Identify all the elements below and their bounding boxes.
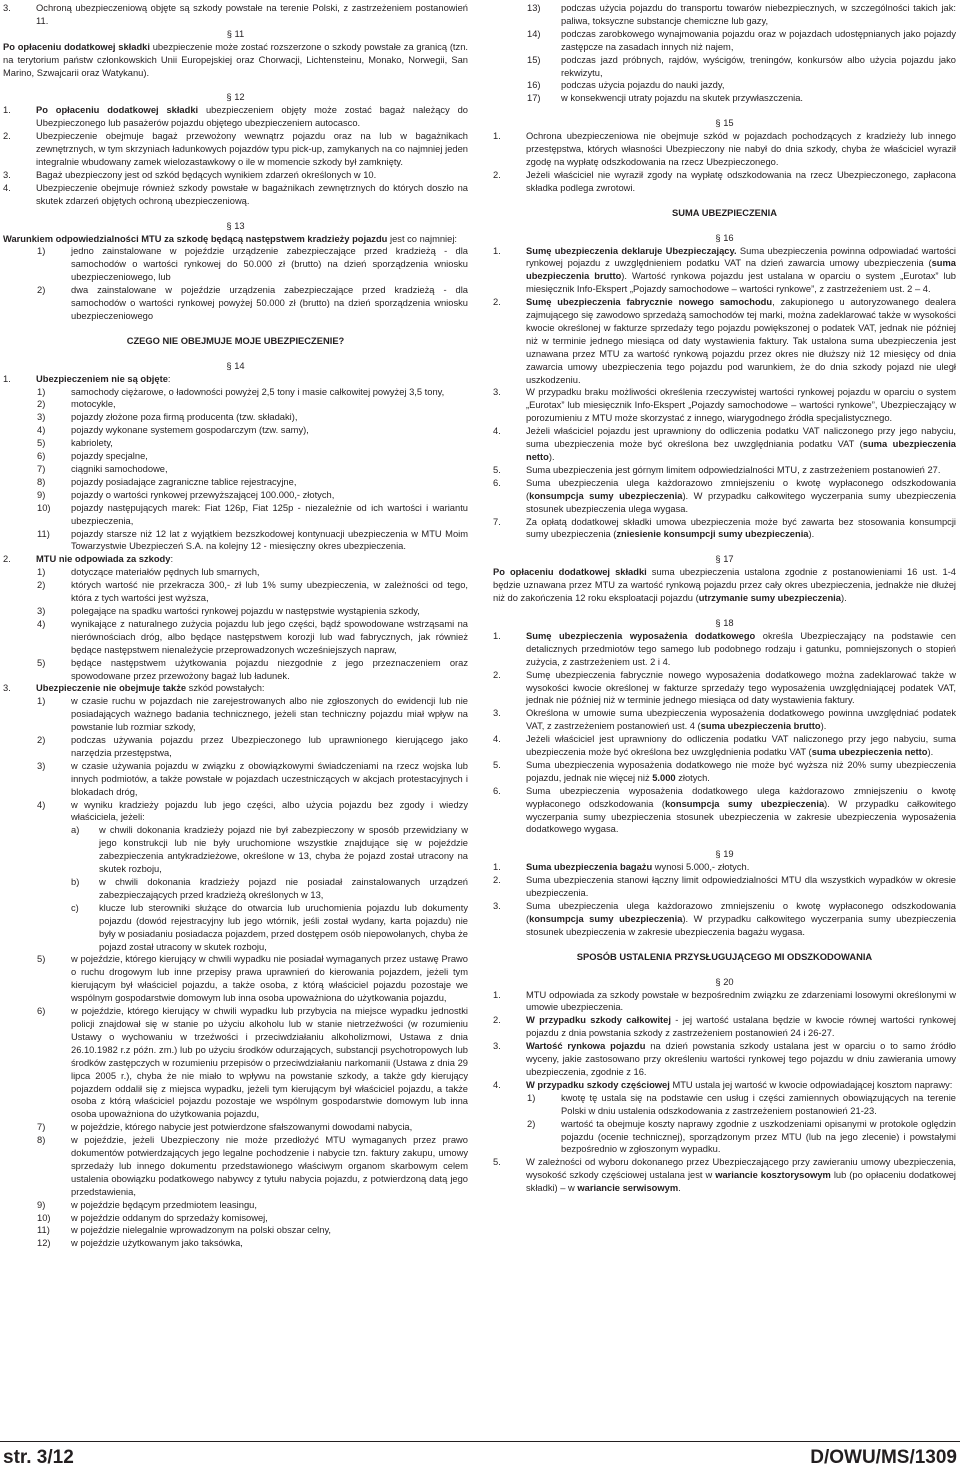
list-marker: 2): [37, 285, 46, 296]
list-text: jedno zainstalowane w pojeździe urządzenie zabezpieczające przed kradzieżą - dla samochodów o wartości rynkowej do 50.000 zł (brutto) na dzień sporządzenia wniosku ubezpieczeniowego, lub: [71, 246, 468, 283]
list-item: [3, 437, 468, 450]
paragraph: Warunkiem odpowiedzialności MTU za szkodę będącą następstwem kradzieży pojazdu jest co najmniej:: [3, 233, 457, 244]
list-marker: 2): [37, 580, 46, 591]
list-item: [3, 605, 468, 618]
left-column: [3, 2, 468, 1250]
list-text: w pojeździe, którego kierujący w chwili wypadku nie posiadał wymaganych przez ustawę Prawo o ruchu drogowym lub inne przepisy prawa uprawnień do kierowania pojazdem, jeżeli tym kierującym był właściciel pojazdu, a także osoba, z którą właściciel pojazdu pozostaje we wspólnym gospodarstwie domowym lub inna osoba upoważniona do użytkowania pojazdu,: [71, 954, 468, 1004]
list-item: [3, 182, 468, 208]
list-item: [3, 284, 468, 323]
list-text: Jeżeli właściciel pojazdu jest uprawniony do odliczenia podatku VAT naliczonego przy jego nabyciu, suma ubezpieczenia może być określona bez uwzględniania podatku VAT (suma ubezpieczenia netto).: [526, 426, 956, 462]
list-item: [3, 373, 468, 386]
list-text: Za opłatą dodatkowej składki umowa ubezpieczenia może być zawarta bez stosowania konsumpcji sumy ubezpieczenia (zniesienie konsumpcji sumy ubezpieczenia).: [526, 516, 956, 540]
list-marker: 4.: [3, 182, 11, 193]
list-item: [3, 2, 468, 28]
list-item: [493, 785, 956, 837]
list-text: dwa zainstalowane w pojeździe urządzenia zabezpieczające przed kradzieżą - dla samochodów o wartości rynkowej powyżej 50.000 zł (brutto) na dzień sporządzenia wniosku ubezpieczeniowego: [71, 285, 468, 321]
list-item: [493, 79, 956, 92]
section-number: § 15: [715, 118, 734, 129]
list-item: [3, 695, 468, 734]
list-text: w pojeździe, jeżeli Ubezpieczony nie może przedłożyć MTU wymaganych przez prawo dokumentów potwierdzających jego legalne pochodzenie i nabycie tzn. faktury zakupu, umowy sprzedaży lub innego dokumentu przedstawionego właściwym organom skarbowym celem ustalenia obowiązku podatkowego nabywcy z tytułu nabycia pojazdu, z potwierdzoną datą jego przedstawienia,: [71, 1135, 468, 1197]
paragraph: Po opłaceniu dodatkowej składki ubezpieczenie może zostać rozszerzone o szkody powstałe za granicą (tzn. na terytorium państw członkowskich Unii Europejskiej oraz Chorwacji, Lichtensteinu, Monako, Norwegii, San Marino, Szwajcarii oraz Watykanu).: [3, 41, 468, 78]
paragraph: Po opłaceniu dodatkowej składki suma ubezpieczenia ustalona zgodnie z postanowieniami 16 ust. 1-4 będzie uznawana przez MTU za wartość rynkową pojazdu przez cały okres ubezpieczenia, jednakże nie dłużej niż do zakończenia 12 roku eksploatacji pojazdu (utrzymanie sumy ubezpieczenia).: [493, 567, 956, 604]
list-text: pojazdy specjalne,: [71, 451, 148, 462]
section-number: § 17: [715, 554, 734, 565]
list-marker: 17): [527, 93, 541, 104]
page-number: str. 3/12: [3, 1447, 74, 1468]
list-marker: 3.: [493, 708, 501, 719]
list-item: [3, 450, 468, 463]
spacer: [3, 208, 468, 220]
list-text: w wyniku kradzieży pojazdu lub jego części, albo użycia pojazdu bez zgody i wiedzy właściciela, jeżeli:: [71, 799, 468, 823]
list-marker: 8): [37, 476, 46, 487]
list-item: [3, 386, 468, 399]
list-marker: 3.: [493, 901, 501, 911]
list-item: [493, 28, 956, 54]
list-marker: 13): [527, 3, 541, 13]
list-item: [493, 1118, 956, 1157]
list-item: [3, 1224, 468, 1237]
list-marker: 7): [37, 1122, 46, 1133]
list-item: [493, 464, 956, 477]
list-text: W przypadku szkody częściowej MTU ustala jej wartość w kwocie odpowiadającej kosztom naprawy:: [526, 1079, 953, 1090]
list-item: [3, 411, 468, 424]
list-item: [3, 566, 468, 579]
list-text: pojazdy starsze niż 12 lat z wyjątkiem bezszkodowej kontynuacji ubezpieczenia w MTU Moim Towarzystwie Ubezpieczeń S.A. na kolejny 12 - miesięczny okres ubezpieczenia.: [71, 528, 468, 552]
list-item: [3, 476, 468, 489]
list-item: [493, 2, 956, 28]
list-text: Sumę ubezpieczenia deklaruje Ubezpieczający. Suma ubezpieczenia powinna odpowiadać wartości rynkowej pojazdu z uwzględnieniem podatku VAT na dzień zawarcia umowy ubezpieczenia (suma ubezpieczenia brutto). Wartość rynkowa pojazdu jest ustalana w oparciu o system „Eurotax” lub miesięcznik Info-Ekspert „Pojazdy samochodowe – wartości rynkowe”, z zastrzeżeniem ust. 2 – 4.: [526, 245, 956, 295]
list-marker: 3): [37, 760, 46, 771]
list-marker: b): [71, 877, 80, 887]
list-text: kwotę tę ustala się na podstawie cen usług i części zamiennych obowiązujących na terenie Polski w dniu ustalenia odszkodowania z zastrzeżeniem postanowień 21-23.: [561, 1092, 956, 1116]
list-item: [493, 1079, 956, 1092]
list-item: [3, 824, 468, 876]
list-marker: 4.: [493, 734, 501, 745]
spacer: [493, 105, 956, 117]
list-item: [3, 398, 468, 411]
list-marker: 10): [37, 502, 51, 513]
list-text: Jeżeli właściciel jest uprawniony do odliczenia podatku VAT naliczonego przy jego nabyciu, suma ubezpieczenia może być określona bez uwzględnienia podatku VAT (suma ubezpieczenia netto).: [526, 734, 956, 758]
list-marker: 11): [37, 528, 50, 539]
list-item: [493, 386, 956, 425]
list-marker: 4): [37, 425, 46, 436]
section-number: § 20: [715, 976, 734, 987]
list-item: [3, 1134, 468, 1199]
list-marker: 5): [37, 954, 46, 965]
list-item: [3, 245, 468, 284]
list-item: [493, 989, 956, 1015]
list-text: Jeżeli właściciel nie wyraził zgody na wypłatę odszkodowania na rzecz Ubezpieczonego, zapłacona składka podlega zwrotowi.: [526, 169, 956, 193]
list-item: [3, 1237, 468, 1250]
list-marker: 1.: [493, 989, 501, 1000]
list-text: kabriolety,: [71, 438, 113, 449]
list-item: [493, 669, 956, 708]
list-text: w pojeździe użytkowanym jako taksówka,: [71, 1238, 243, 1249]
list-marker: 6.: [493, 785, 501, 796]
list-text: Ubezpieczenie nie obejmuje także szkód powstałych:: [36, 683, 265, 694]
list-item: [493, 733, 956, 759]
list-item: [493, 1040, 956, 1079]
list-text: w konsekwencji utraty pojazdu na skutek przywłaszczenia.: [561, 93, 804, 104]
list-item: [493, 245, 956, 297]
list-item: [493, 169, 956, 195]
list-marker: 2): [37, 735, 46, 746]
list-text: Sumę ubezpieczenia wyposażenia dodatkowego określa Ubezpieczający na podstawie cen detalicznych przedmiotów tego samego lub podobnego rodzaju i gatunku, pomniejszonych o stopień zużycia, z zastrzeżeniem ust. 2 i 4.: [526, 630, 956, 667]
list-text: będące następstwem użytkowania pojazdu niezgodnie z jego przeznaczeniem oraz spowodowane przez przewożony bagaż lub ładunek.: [71, 657, 468, 681]
list-marker: c): [71, 902, 79, 913]
list-item: [493, 874, 956, 900]
list-text: pojazdy o wartości rynkowej przewyższającej 100.000,- złotych,: [71, 489, 335, 500]
list-marker: 5.: [493, 1157, 501, 1168]
list-item: [493, 759, 956, 785]
list-marker: 14): [527, 28, 541, 39]
list-marker: 2.: [493, 297, 501, 308]
list-text: podczas użycia pojazdu do transportu towarów niebezpiecznych, w szczególności takich jak: paliwa, toksyczne substancje chemiczne lub gazy,: [561, 3, 956, 26]
section-number: § 13: [226, 220, 245, 231]
list-marker: 11): [37, 1225, 50, 1236]
list-item: [493, 296, 956, 386]
list-marker: a): [71, 825, 80, 836]
list-item: [493, 425, 956, 464]
list-text: Suma ubezpieczenia wyposażenia dodatkowego ulega każdorazowo zmniejszeniu o kwotę wypłaconego odszkodowania (konsumpcja sumy ubezpieczenia). W przypadku całkowitego wyczerpania sumy ubezpieczenia stosunek ubezpieczenia w zakresie ubezpieczenia wyposażenia dodatkowego wygasa.: [526, 785, 956, 835]
list-item: [493, 1092, 956, 1118]
list-text: w pojeździe będącym przedmiotem leasingu,: [71, 1199, 257, 1210]
list-marker: 6): [37, 451, 46, 462]
list-marker: 12): [37, 1238, 51, 1249]
list-marker: 5.: [493, 759, 501, 770]
list-marker: 2): [527, 1118, 536, 1129]
list-text: pojazdy posiadające zagraniczne tablice rejestracyjne,: [71, 476, 297, 487]
list-text: podczas zarobkowego wynajmowania pojazdu oraz w pojazdach udostępnianych jako pojazdy zastępcze na zasadach innych niż najem,: [561, 28, 956, 52]
list-marker: 6.: [493, 477, 501, 488]
list-marker: 5.: [493, 464, 501, 475]
list-marker: 1.: [493, 245, 501, 256]
list-item: [3, 618, 468, 657]
spacer: [3, 348, 468, 360]
list-marker: 10): [37, 1212, 51, 1223]
right-column: [493, 2, 956, 1195]
list-text: Bagaż ubezpieczony jest od szkód będących wynikiem zdarzeń określonych w 10.: [36, 169, 377, 180]
list-marker: 3): [37, 605, 46, 616]
list-text: Ochrona ubezpieczeniowa nie obejmuje szkód w pojazdach pochodzących z kradzieży lub innego przestępstwa, których własności Ubezpieczony nie nabył do dnia szkody, chyba że właściciel wyraził zgodę na wypłatę odszkodowania na rzecz Ubezpieczonego.: [526, 131, 956, 167]
section-number: § 11: [226, 28, 245, 39]
section-number: § 18: [715, 617, 734, 628]
list-text: pojazdy wykonane systemem gospodarczym (tzw. samy),: [71, 425, 309, 436]
list-item: [3, 553, 468, 566]
list-text: Suma ubezpieczenia bagażu wynosi 5.000,- złotych.: [526, 862, 750, 873]
section-number: § 14: [226, 360, 245, 371]
list-text: w chwili dokonania kradzieży pojazd nie posiadał zainstalowanych urządzeń zabezpieczających przed kradzieżą określonych w 13,: [99, 877, 468, 900]
list-marker: 4): [37, 618, 46, 629]
list-marker: 4): [37, 799, 46, 810]
list-text: w pojeździe, którego nabycie jest potwierdzone sfałszowanymi dowodami nabycia,: [71, 1122, 413, 1133]
list-marker: 1): [37, 567, 46, 578]
list-text: w chwili dokonania kradzieży pojazd nie był zabezpieczony w sposób przewidziany w jego konstrukcji lub nie były uruchomione wszystkie znajdujące się w pojeździe zabezpieczenia antykradzieżowe, określone w 13, chyba że pojazd został utracony na skutek rozboju,: [99, 825, 468, 875]
list-text: ciągniki samochodowe,: [71, 464, 168, 474]
list-marker: 1): [527, 1092, 536, 1103]
section-heading: CZEGO NIE OBEJMUJE MOJE UBEZPIECZENIE?: [126, 335, 345, 346]
list-text: Określona w umowie suma ubezpieczenia wyposażenia dodatkowego powinna uwzględniać podatek VAT, z zastrzeżeniem postanowień ust. 4 (suma ubezpieczenia brutto).: [526, 708, 956, 732]
list-item: [3, 130, 468, 169]
list-marker: 3): [37, 412, 46, 423]
list-text: podczas używania pojazdu przez Ubezpieczonego lub uprawnionego kierującego jako narzędzia przestępstwa,: [71, 735, 468, 758]
footer-rule: [0, 1441, 960, 1442]
list-item: [3, 1121, 468, 1134]
list-marker: 1): [37, 696, 46, 707]
list-text: Suma ubezpieczenia ulega każdorazowo zmniejszeniu o kwotę wypłaconego odszkodowania (konsumpcja sumy ubezpieczenia). W przypadku całkowitego wyczerpania sumy ubezpieczenia stosunek ubezpieczenia ulega wygasa.: [526, 477, 956, 514]
list-item: [3, 953, 468, 1005]
list-item: [493, 707, 956, 733]
list-item: [3, 1199, 468, 1212]
list-marker: 2.: [493, 169, 501, 180]
list-marker: 2.: [493, 875, 501, 886]
page-footer: [0, 1447, 960, 1469]
list-marker: 1.: [493, 630, 501, 641]
list-item: [3, 169, 468, 182]
list-item: [493, 130, 956, 169]
list-text: W zależności od wyboru dokonanego przez Ubezpieczającego przy zawieraniu umowy ubezpieczenia, wysokość szkody częściowej ustalana jest w wariancie kosztorysowym lub (po opłaceniu dodatkowej składki) – w wariancie serwisowym.: [526, 1157, 957, 1194]
list-text: W przypadku szkody całkowitej - jej wartość ustalana będzie w kwocie równej wartości rynkowej pojazdu z dnia powstania szkody z zastrzeżeniem postanowień 24 i 26-27.: [526, 1015, 956, 1039]
list-text: MTU nie odpowiada za szkody:: [36, 554, 174, 565]
document-code: D/OWU/MS/1309: [810, 1447, 957, 1468]
list-text: wartość ta obejmuje koszty naprawy zgodnie z uszkodzeniami opisanymi w protokole oględzin pojazdu (ocenie technicznej), sporządzonym przez MTU (lub na jego zlecenie) i powstałymi bezpośrednio w zgłoszonym wypadku.: [561, 1118, 956, 1155]
list-item: [493, 1014, 956, 1040]
list-text: klucze lub sterowniki służące do otwarcia lub uruchomienia pojazdu lub dokumenty pojazdu (dowód rejestracyjny lub jego wtórnik, jeśli został wydany, karta pojazdu) nie były w posiadaniu posiadacza pojazdem, przed dostępem osób niepowołanych, chyba że pojazd został utracony w skutek rozboju,: [99, 902, 468, 952]
list-text: Ubezpieczenie obejmuje również szkody powstałe w bagażnikach zewnętrznych do których doszło na skutek zdarzeń objętych ochroną ubezpieczeniową.: [36, 182, 468, 206]
list-item: [493, 1156, 956, 1195]
spacer: [493, 939, 956, 951]
list-item: [3, 734, 468, 760]
spacer: [493, 605, 956, 617]
list-marker: 3.: [3, 169, 11, 180]
spacer: [493, 541, 956, 553]
list-item: [493, 92, 956, 105]
list-text: których wartość nie przekracza 300,- zł lub 1% sumy ubezpieczenia, w zależności od tego, która z tych wartości jest wyższa,: [71, 580, 468, 604]
list-item: [3, 876, 468, 902]
section-number: § 19: [715, 849, 734, 860]
list-text: Sumę ubezpieczenia fabrycznie nowego samochodu, zakupionego u autoryzowanego dealera zajmującego się zawodowo sprzedażą samochodów tej marki, można zadeklarować także w wysokości kwocie określonej w fakturze sprzedaży tego pojazdu powiększonej o podatek VAT, jednak nie później niż w terminie jednego miesiąca od daty wystawienia faktury. Tak ustalona suma ubezpieczenia jest uznawana przez MTU za wartość rynkową pojazdu przez okres nie dłuższy niż 12 miesięcy od dnia zawarcia umowy ubezpieczenia tego pojazdu pod warunkiem, że do dnia szkody pojazd nie uległ uszkodzeniu.: [526, 297, 956, 385]
list-text: w pojeździe oddanym do sprzedaży komisowej,: [71, 1212, 268, 1223]
list-marker: 1): [37, 246, 46, 257]
list-marker: 2.: [493, 1015, 501, 1026]
list-marker: 3.: [3, 683, 11, 694]
section-heading: SPOSÓB USTALENIA PRZYSŁUGUJĄCEGO MI ODSZKODOWANIA: [576, 951, 873, 962]
list-text: polegające na spadku wartości rynkowej pojazdu w następstwie wystąpienia szkody,: [71, 605, 420, 616]
list-marker: 15): [527, 54, 541, 65]
list-text: samochody ciężarowe, o ładowności powyżej 2,5 tony i masie całkowitej powyżej 3,5 tony,: [71, 386, 445, 397]
section-number: § 16: [715, 232, 734, 243]
list-item: [3, 760, 468, 799]
list-text: Ubezpieczenie obejmuje bagaż przewożony wewnątrz pojazdu oraz na lub w bagażnikach zewnętrznych, w tym skrzyniach ładunkowych pojazdów typu pick-up, zamykanych na co najmniej jeden integralnie wbudowany zamek wielozastawkowy o ile w momencie szkody był zamknięty.: [36, 131, 468, 167]
list-item: [3, 579, 468, 605]
list-marker: 3.: [493, 387, 501, 398]
list-item: [3, 463, 468, 476]
list-text: wynikające z naturalnego zużycia pojazdu lub jego części, bądź spowodowane wstrząsami na nierównościach dróg, albo będące następstwem korozji lub wad fabrycznych, jak również będące następstwem nienależycie przeprowadzonych wcześniejszych napraw,: [71, 618, 468, 655]
spacer: [3, 323, 468, 335]
list-item: [3, 682, 468, 695]
list-text: w pojeździe nielegalnie wprowadzonym na polski obszar celny,: [71, 1225, 332, 1236]
list-marker: 3.: [3, 3, 11, 13]
list-marker: 5): [37, 657, 46, 668]
list-item: [3, 1212, 468, 1225]
list-text: Po opłaceniu dodatkowej składki ubezpieczeniem objęty może zostać bagaż należący do Ubezpieczonego lub pasażerów pojazdu objętego ubezpieczeniem autocasco.: [36, 105, 469, 129]
list-text: Wartość rynkowa pojazdu na dzień powstania szkody ustalana jest w oparciu o to samo źródło wyceny, jakie zastosowano przy określeniu wartości rynkowej tego pojazdu w dniu zawierania umowy ubezpieczenia, zgodnie z 16.: [526, 1041, 956, 1077]
spacer: [493, 220, 956, 232]
list-item: [3, 902, 468, 954]
list-text: w pojeździe, którego kierujący w chwili wypadku lub przybycia na miejsce wypadku jednostki policji znajdował się w stanie po użyciu alkoholu lub w stanie nietrzeźwości (w rozumieniu Ustawy o wychowaniu w trzeźwości i przeciwdziałaniu alkoholizmowi, Ustawa z dnia 26.10.1982 r.z późn. zm.) lub po użyciu środków odurzających, substancji psychotropowych lub środków zastępczych w rozumieniu przepisów o przeciwdziałaniu narkomanii (Ustawa z dnia 29 lipca 2005 r.), chyba że nie miało to wpływu na powstanie szkody, a także gdy kierujący pojazdem oddalił się z miejsca wypadku, jeżeli tym kierującym był właściciel pojazdu, a także osoba z którą właściciel pojazdu pozostaje we wspólnym gospodarstwie domowym lub inna osoba upoważniona do użytkowania pojazdu,: [71, 1006, 468, 1120]
list-item: [3, 657, 468, 683]
list-item: [3, 799, 468, 825]
list-marker: 7): [37, 464, 46, 474]
list-text: Suma ubezpieczenia ulega każdorazowo zmniejszeniu o kwotę wypłaconego odszkodowania (konsumpcja sumy ubezpieczenia). W przypadku całkowitego wyczerpania sumy ubezpieczenia stosunek ubezpieczenia w zakresie ubezpieczenia bagażu wygasa.: [526, 901, 956, 937]
list-item: [493, 900, 956, 939]
list-text: podczas użycia pojazdu do nauki jazdy,: [561, 80, 725, 91]
spacer: [493, 836, 956, 848]
list-item: [3, 528, 468, 554]
list-item: [3, 489, 468, 502]
list-marker: 2.: [3, 131, 11, 142]
list-text: Sumę ubezpieczenia fabrycznie nowego wyposażenia dodatkowego można zadeklarować także w wysokości kwocie określonej w fakturze sprzedaży tego wyposażenia uwzględniającej podatek VAT, jednak nie później niż w terminie jednego miesiąca od daty wystawienia faktury.: [526, 669, 956, 706]
list-item: [3, 424, 468, 437]
list-item: [493, 861, 956, 874]
list-text: pojazdy następujących marek: Fiat 126p, Fiat 125p - niezależnie od ich wartości i wariantu ubezpieczenia,: [71, 502, 468, 526]
list-marker: 1.: [3, 373, 11, 384]
list-marker: 9): [37, 1199, 46, 1210]
list-text: podczas jazd próbnych, rajdów, wyścigów, treningów, konkursów albo użycia pojazdu jako rekwizytu,: [561, 54, 956, 78]
list-marker: 2.: [493, 669, 501, 680]
list-text: Suma ubezpieczenia stanowi łączny limit odpowiedzialności MTU dla wszystkich wypadków w okresie ubezpieczenia.: [526, 875, 956, 899]
list-marker: 1.: [493, 862, 501, 873]
list-item: [3, 104, 468, 130]
spacer: [493, 964, 956, 976]
list-marker: 6): [37, 1006, 46, 1017]
list-item: [493, 516, 956, 542]
list-item: [493, 54, 956, 80]
list-text: Ubezpieczeniem nie są objęte:: [36, 373, 171, 384]
list-marker: 2): [37, 399, 46, 410]
list-marker: 7.: [493, 516, 501, 527]
list-marker: 4.: [493, 1079, 501, 1090]
section-number: § 12: [226, 92, 245, 103]
list-marker: 5): [37, 438, 46, 449]
list-text: w czasie ruchu w pojazdach nie zarejestrowanych albo nie zgłoszonych do ewidencji lub nie posiadających ważnego badania technicznego, jeżeli stan techniczny pojazdu miał wpływ na powstanie lub rozmiar szkody,: [71, 696, 468, 733]
list-item: [493, 630, 956, 669]
list-marker: 4.: [493, 426, 501, 437]
list-marker: 1): [37, 386, 46, 397]
spacer: [3, 79, 468, 91]
list-marker: 8): [37, 1135, 46, 1146]
list-marker: 3.: [493, 1041, 501, 1052]
list-text: MTU odpowiada za szkody powstałe w bezpośrednim związku ze zdarzeniami losowymi określonymi w umowie ubezpieczenia.: [526, 989, 956, 1013]
list-item: [3, 502, 468, 528]
list-text: pojazdy złożone poza firmą producenta (tzw. składaki),: [71, 412, 298, 423]
list-text: Ochroną ubezpieczeniową objęte są szkody powstałe na terenie Polski, z zastrzeżeniem postanowień 11.: [36, 3, 468, 26]
list-text: Suma ubezpieczenia jest górnym limitem odpowiedzialności MTU, z zastrzeżeniem postanowień 27.: [526, 464, 941, 475]
list-item: [493, 477, 956, 516]
list-text: dotyczące materiałów pędnych lub smarnych,: [71, 567, 260, 578]
list-marker: 1.: [3, 105, 11, 116]
list-text: motocykle,: [71, 399, 116, 410]
list-text: W przypadku braku możliwości określenia rzeczywistej wartości rynkowej pojazdu w oparciu o system „Eurotax” lub miesięcznik Info-Ekspert „Pojazdy samochodowe – wartości rynkowe”, Ubezpieczający w porozumieniu z MTU może skorzystać z innego, wiarygodnego źródła specjalistycznego.: [526, 387, 956, 424]
spacer: [493, 195, 956, 207]
list-item: [3, 1005, 468, 1121]
list-text: Suma ubezpieczenia wyposażenia dodatkowego nie może być wyższa niż 20% sumy ubezpieczenia pojazdu, jednak nie więcej niż 5.000 złotych.: [526, 759, 956, 783]
list-marker: 2.: [3, 554, 11, 565]
list-marker: 9): [37, 489, 46, 500]
section-heading: SUMA UBEZPIECZENIA: [671, 207, 778, 218]
list-marker: 16): [527, 80, 541, 91]
list-text: w czasie używania pojazdu w związku z obowiązkowymi świadczeniami na rzecz wojska lub innych podmiotów, a także powstałe w pojazdach uczestniczących w akcjach protestacyjnych i blokadach dróg,: [71, 760, 468, 797]
list-marker: 1.: [493, 131, 501, 142]
